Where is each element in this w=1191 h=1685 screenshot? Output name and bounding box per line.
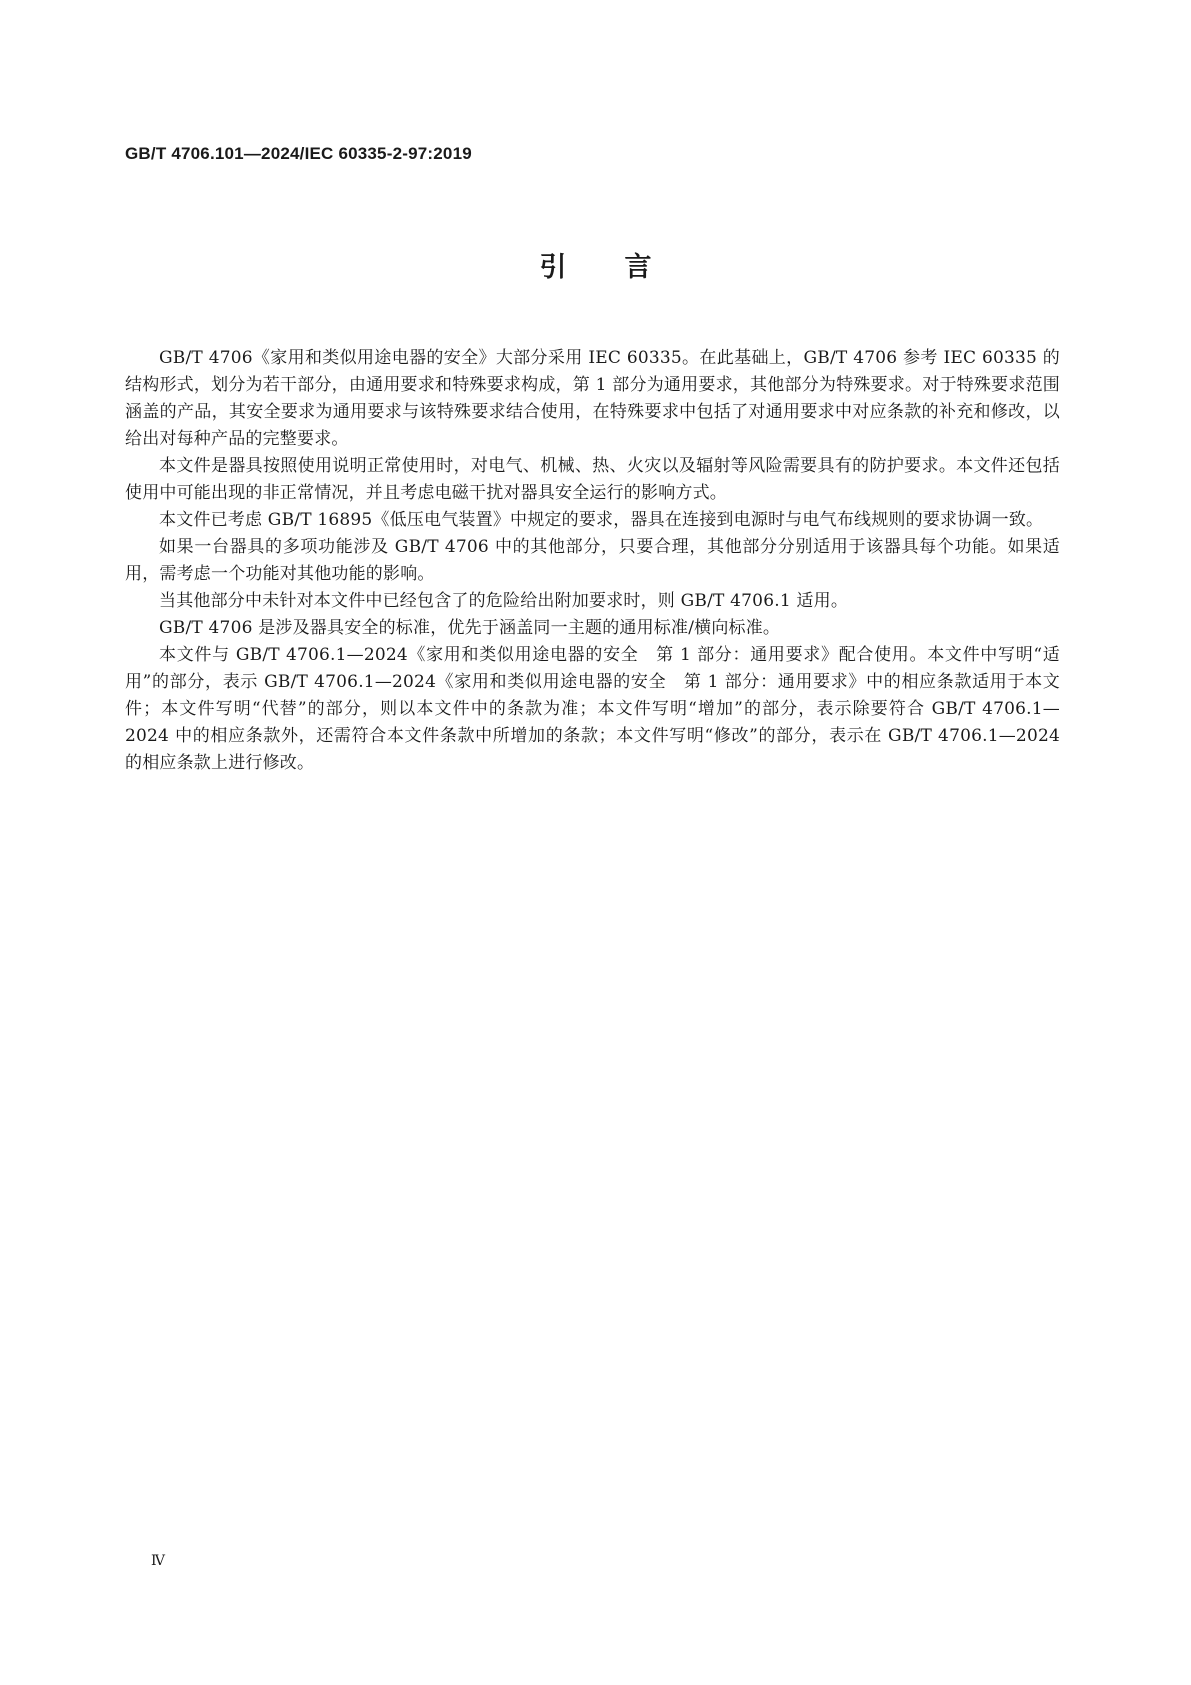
paragraph-6: GB/T 4706 是涉及器具安全的标准，优先于涵盖同一主题的通用标准/横向标准。 bbox=[159, 618, 781, 638]
page-title: 引言 bbox=[539, 252, 710, 283]
paragraph-5: 当其他部分中未针对本文件中已经包含了的危险给出附加要求时，则 GB/T 4706.1 适用。 bbox=[159, 591, 849, 611]
standard-code-header: GB/T 4706.101—2024/IEC 60335-2-97:2019 bbox=[125, 144, 472, 163]
paragraph-4: 如果一台器具的多项功能涉及 GB/T 4706 中的其他部分，只要合理，其他部分分别适用于该器具每个功能。如果适用，需考虑一个功能对其他功能的影响。 bbox=[125, 537, 1060, 584]
paragraph-3: 本文件已考虑 GB/T 16895《低压电气装置》中规定的要求，器具在连接到电源时与电气布线规则的要求协调一致。 bbox=[159, 510, 1044, 530]
paragraph-2: 本文件是器具按照使用说明正常使用时，对电气、机械、热、火灾以及辐射等风险需要具有的防护要求。本文件还包括使用中可能出现的非正常情况，并且考虑电磁干扰对器具安全运行的影响方式。 bbox=[125, 456, 1060, 503]
page-number: Ⅳ bbox=[151, 1553, 165, 1569]
introduction-body bbox=[125, 345, 1060, 777]
paragraph-1: GB/T 4706《家用和类似用途电器的安全》大部分采用 IEC 60335。在此基础上，GB/T 4706 参考 IEC 60335 的结构形式，划分为若干部分，由通用要求和特殊要求构成，第 1 部分为通用要求，其他部分为特殊要求。对于特殊要求范围涵盖的产品，其安全要求为通用要求与该特殊要求结合使用，在特殊要求中包括了对通用要求中对应条款的补充和修改，以给出对每种产品的完整要求。 bbox=[125, 348, 1060, 449]
paragraph-7: 本文件与 GB/T 4706.1—2024《家用和类似用途电器的安全 第 1 部分：通用要求》配合使用。本文件中写明“适用”的部分，表示 GB/T 4706.1—2024《家用和类似用途电器的安全 第 1 部分：通用要求》中的相应条款适用于本文件；本文件写明“代替”的部分，则以本文件中的条款为准；本文件写明“增加”的部分，表示除要符合 GB/T 4706.1—2024 中的相应条款外，还需符合本文件条款中所增加的条款；本文件写明“修改”的部分，表示在 GB/T 4706.1—2024 的相应条款上进行修改。 bbox=[125, 645, 1060, 773]
